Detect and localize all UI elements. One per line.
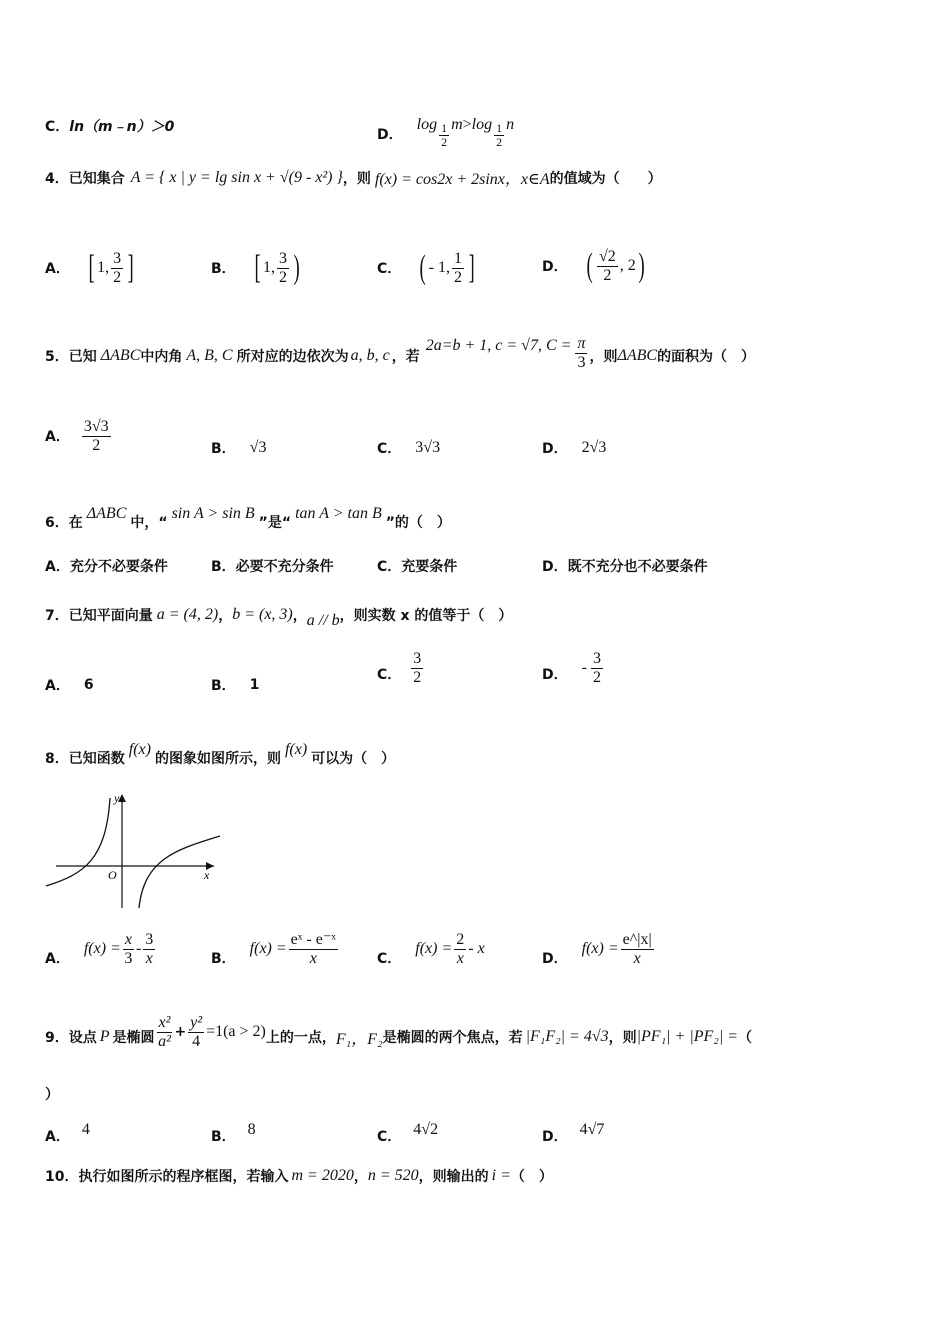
q3-option-c-label: C． [45, 119, 70, 135]
q7-stem: 7．已知平面向量 a = (4, 2) ， b = (x, 3) ， a // b ，则实数 x 的值等于（ ） [45, 606, 513, 629]
q8-option-d: D． f(x) = $\frac{e\^{}|x|}{x}$ [542, 930, 652, 967]
q6-stem: 6．在 ΔABC 中，“ sin A > sin B ”是“ tan A > tan B ”的（ ） [45, 505, 451, 531]
q3-half-2: $\frac{1}{2}$ [496, 121, 503, 150]
q4-option-a: A． [ 1, $\frac{3}{2}$ ] [45, 249, 134, 287]
q5-option-a: A． $\frac{3√3}{2}$ [45, 418, 109, 454]
q3-option-d-gt: > [462, 115, 472, 133]
q6-option-b: B．必要不充分条件 [211, 559, 334, 575]
left-branch-curve [46, 798, 110, 886]
q4-function: f(x) = cos2x + 2sinx，x∈A [374, 171, 550, 188]
q6-option-d: D．既不充分也不必要条件 [542, 559, 708, 575]
q4-option-b: B． [ 1, $\frac{3}{2}$ ) [211, 249, 300, 287]
q4-prefix: 4．已知集合 [45, 170, 125, 187]
q3-option-d-m: m [451, 115, 463, 133]
q3-option-d-n: n [506, 115, 515, 133]
q7-option-b: B． 1 [211, 677, 260, 694]
q5-option-b: B． √3 [211, 439, 267, 457]
q4-mid: ，则 [342, 170, 371, 187]
q4-suffix: 的值域为（ ） [549, 170, 662, 187]
q5-option-d: D． 2√3 [542, 439, 607, 457]
q8-option-c: C． f(x) = $\frac{2}{x}$ - x [377, 930, 485, 967]
q7-option-c: C． $\frac{3}{2}$ [377, 650, 422, 686]
y-axis-label: y [114, 791, 120, 805]
q7-option-a: A． 6 [45, 677, 94, 694]
q4-stem [45, 166, 662, 189]
q8-stem: 8．已知函数 f(x) 的图象如图所示，则 f(x) 可以为（ ） [45, 741, 396, 767]
q10-stem: 10．执行如图所示的程序框图，若输入 m = 2020 ， n = 520 ，则输出的 i = （ ） [45, 1167, 553, 1185]
q6-option-a: A．充分不必要条件 [45, 559, 168, 575]
x-axis-label: x [204, 868, 210, 882]
q9-stem: 9．设点 P 是椭圆 $\frac{\text{x²}}{\text{a²}}$ + $\frac{\text{y²}}{4}$ =1(a > 2) 上的一点， F₁，F₂ 是椭圆的两个焦点，若 |F₁F₂| = 4√3 ，则 |PF₁| + |PF₂| = （ [45, 1014, 753, 1050]
q3-option-d-log1: log [416, 115, 438, 133]
q6-option-c: C．充要条件 [377, 559, 458, 575]
q8-option-a: A． f(x) = $\frac{x}{3}$ - $\frac{3}{x}$ [45, 930, 154, 967]
origin-label: O [108, 868, 117, 882]
q9-option-b: B． 8 [211, 1121, 256, 1145]
q8-function-graph [44, 790, 224, 912]
q5-option-c: C． 3√3 [377, 439, 441, 457]
q3-half-1: $\frac{1}{2}$ [441, 121, 448, 150]
q9-option-d: D． 4√7 [542, 1121, 605, 1145]
q8-option-b: B． f(x) = $\frac{\text{eˣ - e⁻ˣ}}{x}$ [211, 930, 336, 967]
q5-stem: 5．已知 ΔABC 中内角 A, B, C 所对应的边依次为 a, b, c ，若 2a=b + 1, c = √7, C = $\frac{\pi}{3}$ ，则 ΔABC 的面积为（ ） [45, 335, 756, 371]
q9-close-paren: ） [45, 1087, 59, 1103]
q3-option-d-label: D． [377, 126, 403, 143]
q9-option-c: C． 4√2 [377, 1121, 439, 1145]
q7-option-d: D． - $\frac{3}{2}$ [542, 650, 601, 686]
q3-option-d-log2: log [471, 115, 493, 133]
q4-option-d: D． ( $\frac{√2}{2}$ , 2 ) [542, 247, 645, 285]
q4-option-c: C． ( - 1, $\frac{1}{2}$ ] [377, 249, 475, 287]
q9-option-a: A． 4 [45, 1121, 90, 1145]
q4-set: A = { x | y = lg sin x + √(9 - x²) } [130, 168, 343, 186]
q3-option-c-text: ln（m﹣n）＞0 [69, 119, 175, 135]
